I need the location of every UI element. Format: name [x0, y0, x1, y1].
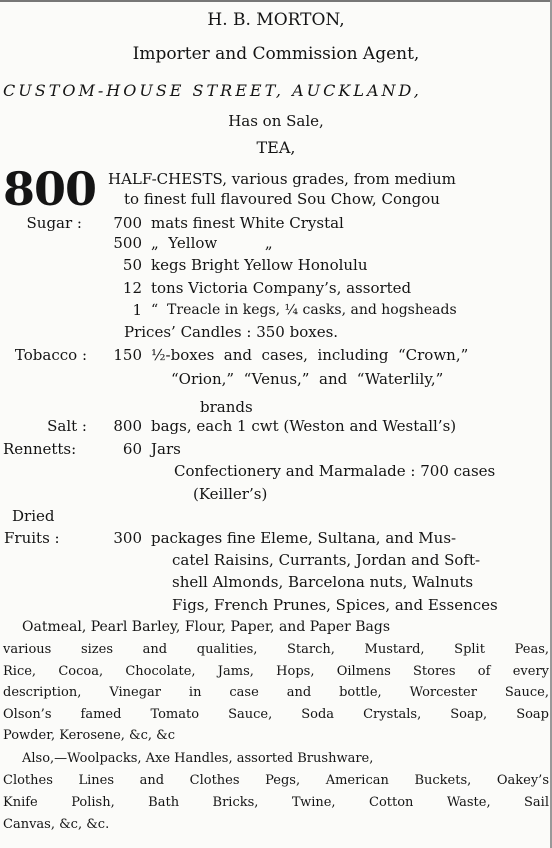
dried-fruits-line-3: shell Almonds, Barcelona nuts, Walnuts [172, 573, 474, 591]
dried-fruits-label-2: Fruits : [4, 529, 60, 547]
grocery-line-2: various sizes and qualities, Starch, Mustard, Split Peas, [3, 642, 549, 657]
sugar-qty-2: 500 [113, 234, 142, 252]
rennetts-qty: 60 [122, 440, 142, 458]
sugar-label: Sugar : [26, 214, 82, 232]
tobacco-qty: 150 [113, 346, 142, 364]
merchant-name: H. B. MORTON, [207, 10, 345, 30]
candles-line: Prices’ Candles : 350 boxes. [124, 323, 339, 341]
rennetts-text: Jars [151, 440, 181, 458]
merchant-occupation: Importer and Commission Agent, [132, 44, 420, 64]
dried-fruits-line-1: packages fine Eleme, Sultana, and Mus- [151, 529, 457, 547]
tobacco-line-3: brands [200, 398, 253, 416]
sundries-line-3: Knife Polish, Bath Bricks, Twine, Cotton Waste, Sail [3, 795, 549, 810]
sugar-qty-5: 1 [132, 301, 142, 319]
dried-fruits-label-1: Dried [12, 507, 55, 525]
sugar-text-2: „ Yellow „ [151, 234, 273, 252]
dried-fruits-line-4: Figs, French Prunes, Spices, and Essences [172, 596, 498, 614]
sundries-line-4: Canvas, &c, &c. [3, 817, 110, 832]
sugar-text-5: “ Treacle in kegs, ¼ casks, and hogsheads [151, 302, 457, 318]
grocery-line-1: Oatmeal, Pearl Barley, Flour, Paper, and Paper Bags [22, 619, 391, 635]
confectionery-line-2: (Keiller’s) [193, 485, 268, 503]
tea-line-2: to finest full flavoured Sou Chow, Congou [124, 190, 440, 208]
rennetts-label: Rennetts: [3, 440, 77, 458]
grocery-line-4: description, Vinegar in case and bottle, Worcester Sauce, [3, 685, 549, 700]
tea-heading: TEA, [256, 138, 296, 157]
grocery-line-6: Powder, Kerosene, &c, &c [3, 728, 176, 743]
salt-qty: 800 [113, 417, 142, 435]
tobacco-line-1: ½-boxes and cases, including “Crown,” [151, 346, 469, 364]
sundries-line-2: Clothes Lines and Clothes Pegs, American Buckets, Oakey’s [3, 773, 549, 788]
sundries-line-1: Also,—Woolpacks, Axe Handles, assorted Brushware, [22, 751, 374, 766]
salt-label: Salt : [47, 417, 87, 435]
top-border [0, 0, 552, 2]
tobacco-label: Tobacco : [14, 346, 87, 364]
sugar-qty-3: 50 [122, 256, 142, 274]
dried-fruits-line-2: catel Raisins, Currants, Jordan and Soft- [172, 551, 481, 569]
sugar-text-1: mats finest White Crystal [151, 214, 344, 232]
sugar-qty-1: 700 [113, 214, 142, 232]
tobacco-line-2: “Orion,” “Venus,” and “Waterlily,” [171, 370, 444, 388]
sugar-qty-4: 12 [122, 279, 142, 297]
merchant-address: CUSTOM-HOUSE STREET, AUCKLAND, [3, 81, 422, 100]
sugar-text-3: kegs Bright Yellow Honolulu [151, 256, 368, 274]
tea-line-1: HALF-CHESTS, various grades, from medium [108, 170, 456, 188]
on-sale-line: Has on Sale, [228, 112, 324, 130]
grocery-line-5: Olson’s famed Tomato Sauce, Soda Crystals, Soap, Soap [3, 707, 549, 722]
grocery-line-3: Rice, Cocoa, Chocolate, Jams, Hops, Oilmens Stores of every [3, 664, 549, 679]
salt-text: bags, each 1 cwt (Weston and Westall’s) [151, 417, 457, 435]
tea-quantity: 800 [3, 162, 97, 216]
sugar-text-4: tons Victoria Company’s, assorted [151, 279, 412, 297]
dried-fruits-qty: 300 [113, 529, 142, 547]
confectionery-line-1: Confectionery and Marmalade : 700 cases [174, 462, 496, 480]
